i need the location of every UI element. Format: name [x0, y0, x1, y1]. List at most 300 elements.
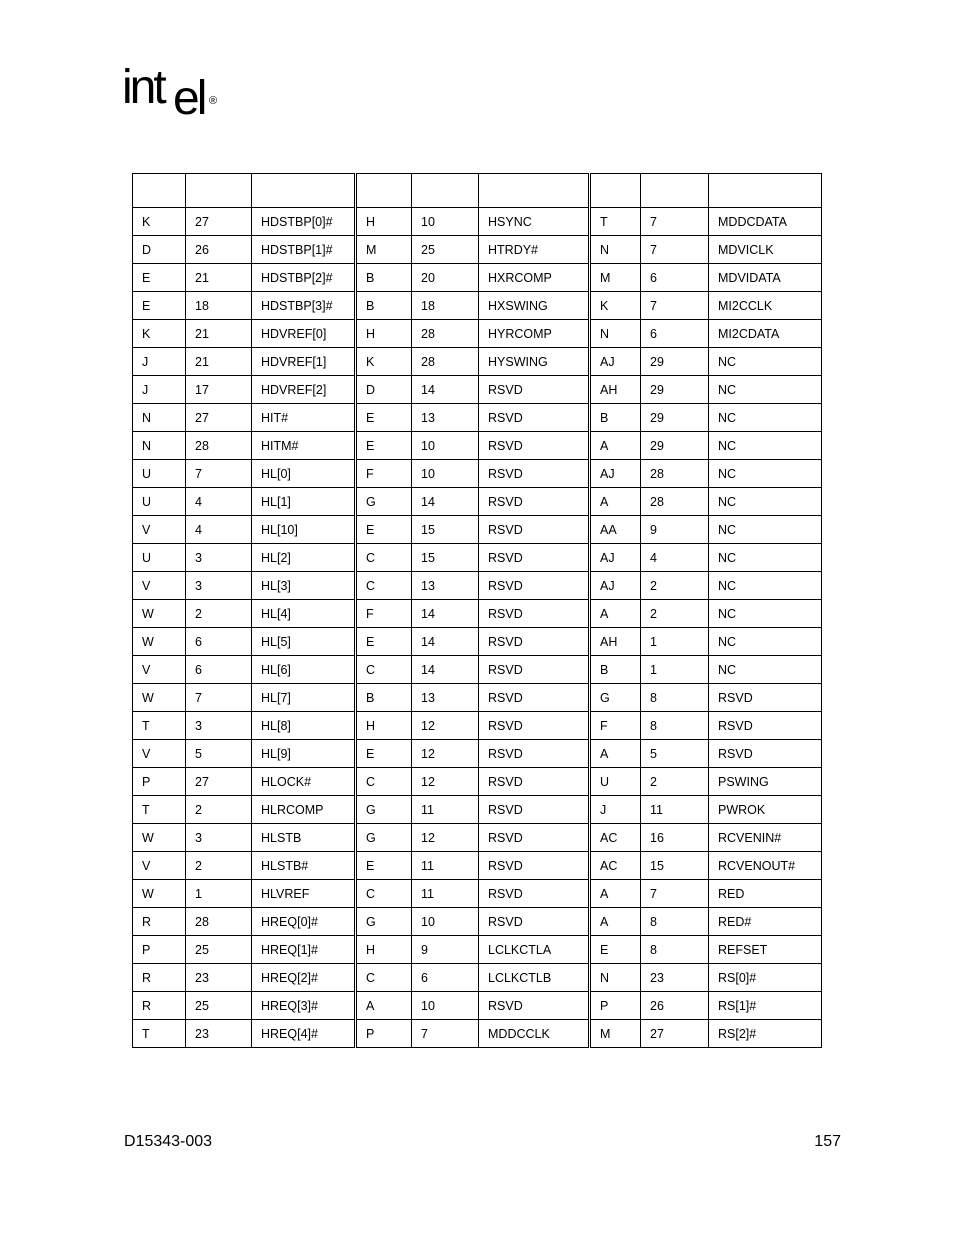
header-cell [186, 174, 252, 208]
signal-name-cell: HLSTB [252, 824, 356, 852]
ball-row-cell: 5 [641, 740, 709, 768]
ball-row-cell: 28 [641, 488, 709, 516]
signal-name-cell: HDSTBP[3]# [252, 292, 356, 320]
signal-name-cell: RSVD [479, 656, 590, 684]
ball-column-cell: H [356, 208, 412, 236]
signal-name-cell: RSVD [479, 600, 590, 628]
logo-text-in: int [122, 61, 164, 114]
ball-row-cell: 15 [412, 544, 479, 572]
table-row [133, 880, 822, 908]
ball-column-cell: B [590, 656, 641, 684]
table-row [133, 992, 822, 1020]
signal-name-cell: RSVD [479, 404, 590, 432]
ball-column-cell: G [356, 796, 412, 824]
ball-column-cell: F [590, 712, 641, 740]
table-row [133, 852, 822, 880]
ball-row-cell: 6 [641, 264, 709, 292]
signal-name-cell: HYSWING [479, 348, 590, 376]
ball-column-cell: R [133, 992, 186, 1020]
pin-list-table [132, 173, 822, 1048]
ball-column-cell: V [133, 516, 186, 544]
ball-row-cell: 11 [641, 796, 709, 824]
ball-column-cell: A [590, 908, 641, 936]
table-row [133, 796, 822, 824]
signal-name-cell: LCLKCTLA [479, 936, 590, 964]
ball-column-cell: W [133, 628, 186, 656]
ball-column-cell: F [356, 600, 412, 628]
ball-column-cell: U [133, 460, 186, 488]
signal-name-cell: RSVD [479, 908, 590, 936]
table-row [133, 936, 822, 964]
ball-column-cell: J [590, 796, 641, 824]
ball-row-cell: 27 [186, 768, 252, 796]
signal-name-cell: LCLKCTLB [479, 964, 590, 992]
ball-row-cell: 7 [641, 236, 709, 264]
ball-column-cell: E [356, 852, 412, 880]
signal-name-cell: HL[7] [252, 684, 356, 712]
ball-column-cell: V [133, 656, 186, 684]
table-row [133, 460, 822, 488]
ball-row-cell: 6 [186, 656, 252, 684]
page-number: 157 [814, 1133, 841, 1150]
ball-column-cell: V [133, 740, 186, 768]
table-row [133, 656, 822, 684]
signal-name-cell: HL[5] [252, 628, 356, 656]
signal-name-cell: MI2CCLK [709, 292, 822, 320]
signal-name-cell: RS[2]# [709, 1020, 822, 1048]
table-row [133, 740, 822, 768]
header-cell [590, 174, 641, 208]
header-cell [252, 174, 356, 208]
ball-row-cell: 23 [641, 964, 709, 992]
ball-row-cell: 5 [186, 740, 252, 768]
intel-logo [122, 56, 232, 122]
ball-row-cell: 12 [412, 768, 479, 796]
ball-row-cell: 3 [186, 824, 252, 852]
ball-row-cell: 13 [412, 572, 479, 600]
signal-name-cell: NC [709, 628, 822, 656]
signal-name-cell: HDVREF[0] [252, 320, 356, 348]
ball-row-cell: 9 [412, 936, 479, 964]
ball-column-cell: R [133, 908, 186, 936]
signal-name-cell: NC [709, 460, 822, 488]
ball-column-cell: C [356, 768, 412, 796]
signal-name-cell: MDDCDATA [709, 208, 822, 236]
ball-row-cell: 4 [186, 488, 252, 516]
ball-row-cell: 29 [641, 348, 709, 376]
ball-column-cell: B [356, 684, 412, 712]
ball-row-cell: 2 [186, 600, 252, 628]
ball-row-cell: 11 [412, 796, 479, 824]
ball-column-cell: N [133, 432, 186, 460]
signal-name-cell: HREQ[1]# [252, 936, 356, 964]
ball-row-cell: 4 [641, 544, 709, 572]
ball-row-cell: 23 [186, 964, 252, 992]
ball-row-cell: 21 [186, 320, 252, 348]
signal-name-cell: NC [709, 488, 822, 516]
signal-name-cell: NC [709, 376, 822, 404]
signal-name-cell: RSVD [479, 572, 590, 600]
ball-row-cell: 13 [412, 684, 479, 712]
ball-row-cell: 28 [186, 908, 252, 936]
ball-row-cell: 26 [186, 236, 252, 264]
ball-column-cell: P [133, 936, 186, 964]
ball-row-cell: 21 [186, 348, 252, 376]
ball-column-cell: N [590, 964, 641, 992]
ball-row-cell: 1 [641, 628, 709, 656]
ball-row-cell: 29 [641, 432, 709, 460]
signal-name-cell: RSVD [479, 740, 590, 768]
ball-row-cell: 12 [412, 740, 479, 768]
signal-name-cell: HL[1] [252, 488, 356, 516]
signal-name-cell: HDSTBP[1]# [252, 236, 356, 264]
ball-column-cell: B [590, 404, 641, 432]
ball-row-cell: 18 [186, 292, 252, 320]
signal-name-cell: HDVREF[1] [252, 348, 356, 376]
signal-name-cell: HXSWING [479, 292, 590, 320]
table-row [133, 824, 822, 852]
signal-name-cell: RCVENIN# [709, 824, 822, 852]
ball-row-cell: 28 [186, 432, 252, 460]
ball-column-cell: AH [590, 376, 641, 404]
header-cell [641, 174, 709, 208]
ball-row-cell: 27 [186, 208, 252, 236]
ball-row-cell: 20 [412, 264, 479, 292]
signal-name-cell: RS[0]# [709, 964, 822, 992]
registered-mark: ® [209, 95, 218, 107]
ball-row-cell: 8 [641, 712, 709, 740]
signal-name-cell: RSVD [479, 628, 590, 656]
ball-row-cell: 14 [412, 656, 479, 684]
ball-row-cell: 8 [641, 908, 709, 936]
ball-column-cell: C [356, 964, 412, 992]
table-row [133, 264, 822, 292]
signal-name-cell: PWROK [709, 796, 822, 824]
signal-name-cell: MDVICLK [709, 236, 822, 264]
ball-column-cell: E [356, 404, 412, 432]
signal-name-cell: NC [709, 404, 822, 432]
table-row [133, 908, 822, 936]
ball-column-cell: N [590, 320, 641, 348]
signal-name-cell: HL[3] [252, 572, 356, 600]
table-row [133, 544, 822, 572]
signal-name-cell: HL[4] [252, 600, 356, 628]
ball-row-cell: 6 [186, 628, 252, 656]
ball-row-cell: 14 [412, 600, 479, 628]
ball-column-cell: G [590, 684, 641, 712]
ball-row-cell: 2 [186, 852, 252, 880]
signal-name-cell: RSVD [709, 684, 822, 712]
table-row [133, 376, 822, 404]
ball-column-cell: E [356, 740, 412, 768]
signal-name-cell: MI2CDATA [709, 320, 822, 348]
ball-row-cell: 10 [412, 460, 479, 488]
signal-name-cell: HLOCK# [252, 768, 356, 796]
ball-column-cell: P [590, 992, 641, 1020]
signal-name-cell: HL[10] [252, 516, 356, 544]
ball-column-cell: V [133, 572, 186, 600]
signal-name-cell: HSYNC [479, 208, 590, 236]
signal-name-cell: NC [709, 656, 822, 684]
ball-column-cell: AA [590, 516, 641, 544]
ball-column-cell: D [133, 236, 186, 264]
signal-name-cell: RSVD [479, 488, 590, 516]
signal-name-cell: RSVD [479, 796, 590, 824]
signal-name-cell: HLSTB# [252, 852, 356, 880]
table-row [133, 320, 822, 348]
ball-column-cell: AC [590, 852, 641, 880]
ball-row-cell: 6 [412, 964, 479, 992]
signal-name-cell: HL[0] [252, 460, 356, 488]
table-row [133, 208, 822, 236]
table-row [133, 600, 822, 628]
ball-column-cell: E [356, 516, 412, 544]
ball-column-cell: AJ [590, 348, 641, 376]
ball-row-cell: 25 [186, 936, 252, 964]
ball-row-cell: 7 [641, 880, 709, 908]
table-row [133, 292, 822, 320]
signal-name-cell: HLRCOMP [252, 796, 356, 824]
ball-row-cell: 10 [412, 208, 479, 236]
ball-row-cell: 7 [641, 292, 709, 320]
signal-name-cell: RS[1]# [709, 992, 822, 1020]
signal-name-cell: RSVD [479, 684, 590, 712]
ball-column-cell: A [590, 600, 641, 628]
signal-name-cell: RSVD [479, 712, 590, 740]
ball-column-cell: E [590, 936, 641, 964]
ball-row-cell: 14 [412, 628, 479, 656]
signal-name-cell: HDVREF[2] [252, 376, 356, 404]
table-row [133, 404, 822, 432]
ball-row-cell: 3 [186, 544, 252, 572]
signal-name-cell: NC [709, 348, 822, 376]
signal-name-cell: RSVD [479, 824, 590, 852]
ball-column-cell: T [133, 1020, 186, 1048]
header-cell [709, 174, 822, 208]
ball-column-cell: D [356, 376, 412, 404]
ball-column-cell: M [356, 236, 412, 264]
ball-column-cell: K [133, 208, 186, 236]
ball-column-cell: K [590, 292, 641, 320]
ball-column-cell: T [133, 796, 186, 824]
signal-name-cell: RSVD [479, 880, 590, 908]
signal-name-cell: HTRDY# [479, 236, 590, 264]
ball-column-cell: P [356, 1020, 412, 1048]
ball-column-cell: G [356, 488, 412, 516]
ball-row-cell: 25 [412, 236, 479, 264]
ball-column-cell: C [356, 572, 412, 600]
signal-name-cell: NC [709, 600, 822, 628]
signal-name-cell: RSVD [479, 376, 590, 404]
signal-name-cell: NC [709, 544, 822, 572]
signal-name-cell: RSVD [479, 544, 590, 572]
signal-name-cell: HIT# [252, 404, 356, 432]
ball-row-cell: 10 [412, 908, 479, 936]
ball-column-cell: B [356, 264, 412, 292]
table-row [133, 488, 822, 516]
signal-name-cell: REFSET [709, 936, 822, 964]
table-header-row [133, 174, 822, 208]
table-row [133, 684, 822, 712]
signal-name-cell: RSVD [479, 852, 590, 880]
ball-column-cell: R [133, 964, 186, 992]
ball-column-cell: F [356, 460, 412, 488]
ball-column-cell: V [133, 852, 186, 880]
table-row [133, 628, 822, 656]
ball-column-cell: G [356, 824, 412, 852]
ball-column-cell: T [590, 208, 641, 236]
signal-name-cell: HYRCOMP [479, 320, 590, 348]
signal-name-cell: RCVENOUT# [709, 852, 822, 880]
signal-name-cell: RED# [709, 908, 822, 936]
ball-row-cell: 14 [412, 488, 479, 516]
ball-row-cell: 7 [641, 208, 709, 236]
ball-column-cell: A [590, 880, 641, 908]
ball-row-cell: 21 [186, 264, 252, 292]
ball-column-cell: J [133, 348, 186, 376]
ball-row-cell: 8 [641, 684, 709, 712]
ball-row-cell: 8 [641, 936, 709, 964]
signal-name-cell: MDDCCLK [479, 1020, 590, 1048]
table-row [133, 432, 822, 460]
signal-name-cell: HITM# [252, 432, 356, 460]
signal-name-cell: RSVD [479, 432, 590, 460]
ball-column-cell: H [356, 320, 412, 348]
header-cell [133, 174, 186, 208]
header-cell [356, 174, 412, 208]
ball-column-cell: C [356, 544, 412, 572]
logo-text-el: el [173, 72, 205, 122]
ball-column-cell: P [133, 768, 186, 796]
ball-column-cell: G [356, 908, 412, 936]
ball-column-cell: N [133, 404, 186, 432]
ball-row-cell: 28 [412, 348, 479, 376]
signal-name-cell: RED [709, 880, 822, 908]
ball-row-cell: 10 [412, 432, 479, 460]
signal-name-cell: NC [709, 432, 822, 460]
signal-name-cell: RSVD [709, 740, 822, 768]
ball-column-cell: C [356, 656, 412, 684]
ball-row-cell: 29 [641, 376, 709, 404]
header-cell [412, 174, 479, 208]
table-row [133, 712, 822, 740]
table-row [133, 572, 822, 600]
ball-column-cell: U [133, 544, 186, 572]
ball-row-cell: 28 [641, 460, 709, 488]
ball-row-cell: 2 [641, 768, 709, 796]
ball-column-cell: B [356, 292, 412, 320]
ball-column-cell: T [133, 712, 186, 740]
ball-column-cell: M [590, 1020, 641, 1048]
ball-column-cell: A [590, 432, 641, 460]
ball-column-cell: H [356, 712, 412, 740]
ball-row-cell: 2 [641, 600, 709, 628]
ball-column-cell: K [133, 320, 186, 348]
ball-row-cell: 11 [412, 852, 479, 880]
ball-row-cell: 10 [412, 992, 479, 1020]
ball-column-cell: E [133, 264, 186, 292]
signal-name-cell: MDVIDATA [709, 264, 822, 292]
table-row [133, 348, 822, 376]
ball-row-cell: 27 [186, 404, 252, 432]
table-row [133, 768, 822, 796]
ball-column-cell: A [590, 740, 641, 768]
signal-name-cell: PSWING [709, 768, 822, 796]
ball-row-cell: 28 [412, 320, 479, 348]
ball-row-cell: 1 [186, 880, 252, 908]
signal-name-cell: HL[6] [252, 656, 356, 684]
table-row [133, 1020, 822, 1048]
ball-row-cell: 16 [641, 824, 709, 852]
ball-column-cell: C [356, 880, 412, 908]
ball-row-cell: 7 [412, 1020, 479, 1048]
table-row [133, 236, 822, 264]
ball-row-cell: 13 [412, 404, 479, 432]
ball-column-cell: K [356, 348, 412, 376]
ball-row-cell: 3 [186, 572, 252, 600]
signal-name-cell: NC [709, 572, 822, 600]
ball-row-cell: 12 [412, 712, 479, 740]
ball-row-cell: 2 [186, 796, 252, 824]
ball-column-cell: U [133, 488, 186, 516]
ball-row-cell: 4 [186, 516, 252, 544]
signal-name-cell: RSVD [479, 516, 590, 544]
header-cell [479, 174, 590, 208]
ball-row-cell: 3 [186, 712, 252, 740]
signal-name-cell: HL[9] [252, 740, 356, 768]
ball-row-cell: 14 [412, 376, 479, 404]
ball-column-cell: U [590, 768, 641, 796]
signal-name-cell: RSVD [709, 712, 822, 740]
ball-column-cell: M [590, 264, 641, 292]
ball-column-cell: AJ [590, 544, 641, 572]
ball-row-cell: 15 [412, 516, 479, 544]
ball-row-cell: 1 [641, 656, 709, 684]
signal-name-cell: HDSTBP[2]# [252, 264, 356, 292]
ball-row-cell: 2 [641, 572, 709, 600]
ball-row-cell: 23 [186, 1020, 252, 1048]
signal-name-cell: HLVREF [252, 880, 356, 908]
table-row [133, 516, 822, 544]
ball-column-cell: AH [590, 628, 641, 656]
ball-column-cell: E [356, 628, 412, 656]
signal-name-cell: HREQ[3]# [252, 992, 356, 1020]
ball-column-cell: E [133, 292, 186, 320]
signal-name-cell: NC [709, 516, 822, 544]
ball-row-cell: 7 [186, 460, 252, 488]
signal-name-cell: RSVD [479, 992, 590, 1020]
signal-name-cell: HDSTBP[0]# [252, 208, 356, 236]
ball-row-cell: 27 [641, 1020, 709, 1048]
ball-column-cell: W [133, 600, 186, 628]
ball-row-cell: 7 [186, 684, 252, 712]
signal-name-cell: HREQ[2]# [252, 964, 356, 992]
ball-column-cell: AJ [590, 572, 641, 600]
ball-column-cell: W [133, 824, 186, 852]
ball-column-cell: N [590, 236, 641, 264]
ball-row-cell: 9 [641, 516, 709, 544]
signal-name-cell: HREQ[0]# [252, 908, 356, 936]
ball-row-cell: 18 [412, 292, 479, 320]
ball-column-cell: W [133, 880, 186, 908]
signal-name-cell: HL[2] [252, 544, 356, 572]
signal-name-cell: HREQ[4]# [252, 1020, 356, 1048]
signal-name-cell: HL[8] [252, 712, 356, 740]
ball-row-cell: 12 [412, 824, 479, 852]
document-number: D15343-003 [124, 1133, 213, 1150]
ball-row-cell: 15 [641, 852, 709, 880]
ball-column-cell: A [590, 488, 641, 516]
